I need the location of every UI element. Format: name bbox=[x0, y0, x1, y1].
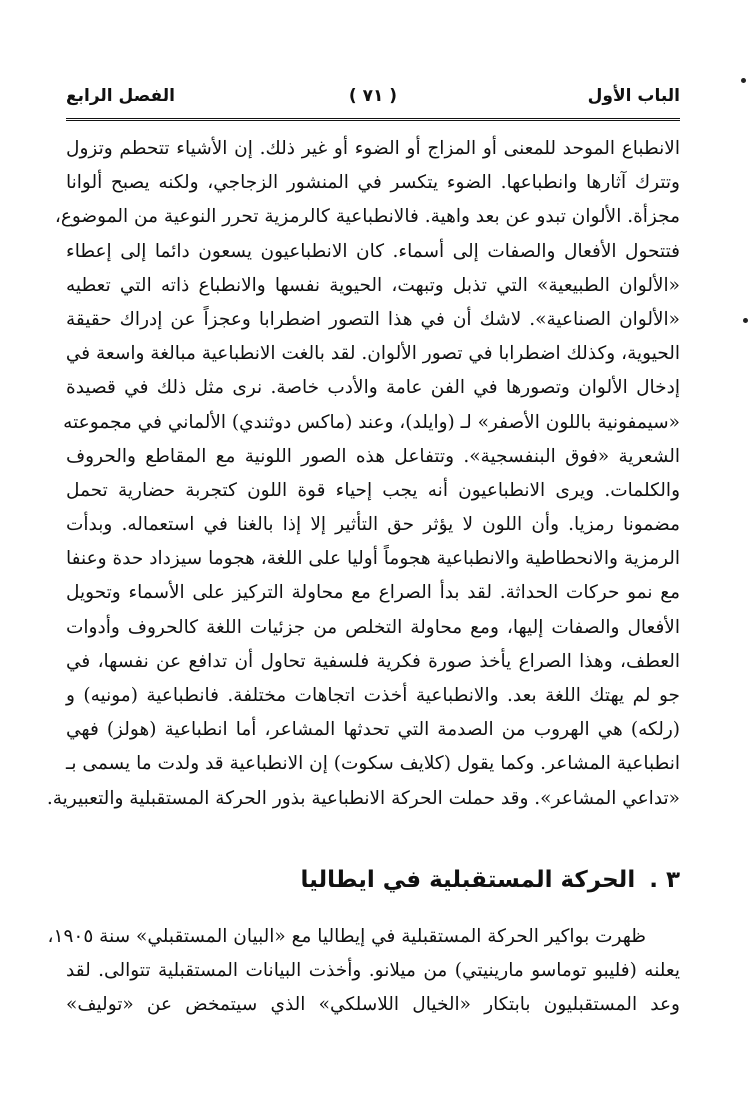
text-line: الرمزية والانحطاطية والانطباعية هجوماً أوليا على اللغة، هجوما سيزداد حدة وعنفا bbox=[66, 548, 680, 570]
text-line: مجزأة. الألوان تبدو عن بعد واهية. فالانطباعية كالرمزية تحرر النوعية من الموضوع، bbox=[54, 206, 680, 228]
text-line: الشعرية «فوق البنفسجية». وتتفاعل هذه الصور اللونية مع المقاطع والحروف bbox=[66, 445, 680, 467]
text-line: (رلكه) هي الهروب من الصدمة التي تحدثها المشاعر، أما انطباعية (هولز) فهي bbox=[66, 719, 680, 741]
section-heading bbox=[66, 858, 680, 902]
text-line: مضمونا رمزيا. وأن اللون لا يؤثر حق التأثير إلا إذا بالغنا في استعماله. وبدأت bbox=[66, 514, 680, 536]
text-line: «تداعي المشاعر». وقد حملت الحركة الانطباعية بذور الحركة المستقبلية والتعبيرية. bbox=[46, 787, 680, 809]
text-line: الانطباع الموحد للمعنى أو المزاج أو الضوء أو غير ذلك. إن الأشياء تتحطم وتزول bbox=[66, 138, 680, 159]
paragraph-futurism bbox=[47, 920, 680, 1023]
text-line: وعد المستقبليون بابتكار «الخيال اللاسلكي» الذي سيتمخض عن «توليف» bbox=[66, 994, 680, 1016]
text-line: جو لم يهتك اللغة بعد. والانطباعية أخذت اتجاهات مختلفة. فانطباعية (مونيه) و bbox=[66, 685, 680, 706]
text-line: «سيمفونية باللون الأصفر» لـ (وايلد)، وعند (ماكس دوثندي) الألماني في مجموعته bbox=[63, 411, 680, 433]
text-line: الأفعال والصفات إليها، ومع محاولة التخلص من جزئيات اللغة كالحروف وأدوات bbox=[66, 616, 680, 638]
text-line: يعلنه (فليبو توماسو مارينيتي) من ميلانو. وأخذت البيانات المستقبلية تتوالى. لقد bbox=[66, 960, 680, 982]
scan-margin-mark bbox=[743, 318, 748, 323]
chapter-title: الفصل الرابع bbox=[66, 86, 175, 106]
scan-margin-mark bbox=[741, 78, 746, 83]
text-line: وتترك آثارها وانطباعها. الضوء يتكسر في المنشور الزجاجي، ولكنه يصبح ألوانا bbox=[66, 172, 680, 194]
paragraph-main bbox=[46, 132, 680, 816]
text-line: «الألوان الصناعية». لاشك أن في هذا التصور اضطرابا وعجزاً عن إدراك حقيقة bbox=[66, 308, 680, 330]
text-line: الحيوية، وكذلك اضطرابا في تصور الألوان. لقد بالغت الانطباعية مبالغة واسعة في bbox=[65, 343, 680, 365]
text-line: ظهرت بواكير الحركة المستقبلية في إيطاليا مع «البيان المستقبلي» سنة ١٩٠٥، bbox=[47, 926, 646, 947]
text-line: فتتحول الأفعال والصفات إلى أسماء. كان الانطباعيون يسعون دائما إلى إعطاء bbox=[66, 240, 680, 262]
text-line: انطباعية المشاعر. وكما يقول (كلايف سكوت) إن الانطباعية قد ولدت ما يسمى بـ bbox=[65, 753, 680, 775]
running-header bbox=[66, 84, 680, 114]
text-line: إدخال الألوان وتصورها في الفن عامة والأدب خاصة. نرى مثل ذلك في قصيدة bbox=[66, 377, 680, 399]
section-title: الحركة المستقبلية في ايطاليا bbox=[300, 867, 636, 893]
section-number: ٣ . bbox=[649, 867, 680, 893]
text-line: والكلمات. ويرى الانطباعيون أنه يجب إحياء قوة اللون كتجربة حضارية تحمل bbox=[66, 479, 680, 501]
header-divider bbox=[66, 118, 680, 121]
part-title: الباب الأول bbox=[587, 86, 680, 106]
text-line: مع نمو حركات الحداثة. لقد بدأ الصراع مع محاولة التركيز على الأسماء وتحويل bbox=[66, 582, 680, 604]
text-line: «الألوان الطبيعية» التي تذبل وتبهت، الحيوية نفسها والانطباع ذاته التي تعطيه bbox=[66, 274, 680, 296]
text-line: العطف، وهذا الصراع يأخذ صورة فكرية فلسفية تحاول أن تدافع عن نفسها، في bbox=[66, 650, 680, 672]
page-number: ( ٧١ ) bbox=[348, 86, 398, 106]
